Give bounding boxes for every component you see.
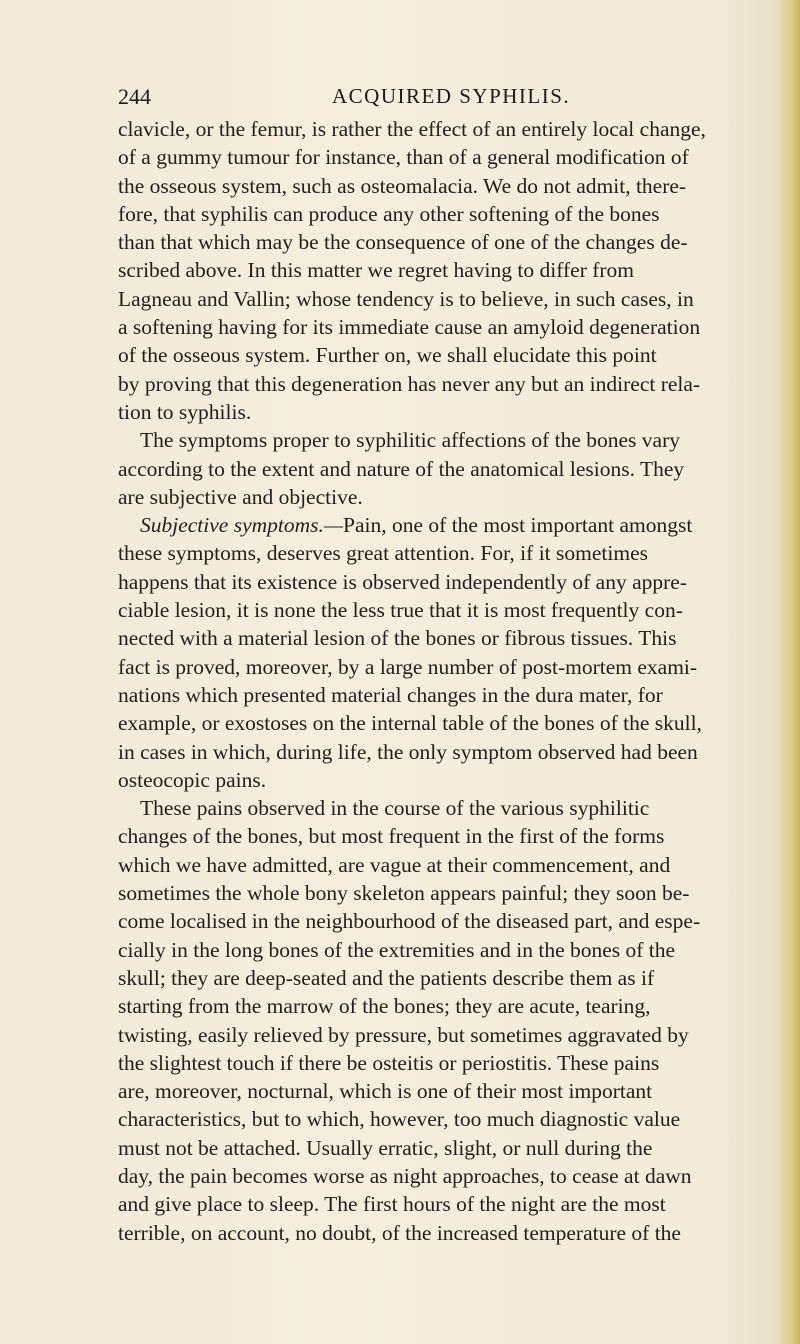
text-line: sometimes the whole bony skeleton appears painful; they soon be- (118, 881, 690, 906)
text-line: day, the pain becomes worse as night approaches, to cease at dawn (118, 1163, 692, 1188)
text-line: these symptoms, deserves great attention. For, if it sometimes (118, 541, 648, 566)
text-line-with-subheading (118, 511, 790, 539)
text-line: according to the extent and nature of the anatomical lesions. They (118, 456, 685, 481)
text-line: clavicle, or the femur, is rather the effect of an entirely local change, (118, 117, 706, 141)
text-line: tion to syphilis. (118, 399, 252, 424)
text-line: happens that its existence is observed independently of any appre- (118, 569, 687, 594)
page-number: 244 (118, 84, 151, 109)
text-line: skull; they are deep-seated and the patients describe them as if (118, 965, 655, 990)
text-line: a softening having for its immediate cause an amyloid degeneration (118, 315, 701, 340)
italic-subheading: Subjective symptoms.— (140, 513, 344, 538)
text-line: of a gummy tumour for instance, than of a general modification of (118, 145, 689, 170)
text-line: starting from the marrow of the bones; they are acute, tearing, (118, 994, 651, 1019)
text-line: twisting, easily relieved by pressure, but sometimes aggravated by (118, 1022, 689, 1047)
text-line: changes of the bones, but most frequent in the first of the forms (118, 824, 665, 849)
text-line: scribed above. In this matter we regret having to differ from (118, 258, 635, 283)
text-line: example, or exostoses on the internal table of the bones of the skull, (118, 711, 702, 736)
text-line: are, moreover, nocturnal, which is one of their most important (118, 1079, 653, 1104)
text-line: fact is proved, moreover, by a large number of post-mortem exami- (118, 654, 698, 679)
text-line: than that which may be the consequence of one of the changes de- (118, 230, 688, 255)
text-line: characteristics, but to which, however, too much diagnostic value (118, 1107, 681, 1132)
text-line: are subjective and objective. (118, 484, 363, 509)
text-line: The symptoms proper to syphilitic affections of the bones vary (140, 428, 680, 453)
text-line: cially in the long bones of the extremities and in the bones of the (118, 937, 676, 962)
text-line: which we have admitted, are vague at their commencement, and (118, 852, 671, 877)
text-line: osteocopic pains. (118, 767, 267, 792)
text-line: the slightest touch if there be osteitis or periostitis. These pains (118, 1050, 660, 1075)
page-header (118, 84, 672, 114)
text-line: of the osseous system. Further on, we shall elucidate this point (118, 343, 657, 368)
text-line: in cases in which, during life, the only symptom observed had been (118, 739, 698, 764)
text-line: Pain, one of the most important amongst (343, 513, 693, 538)
text-line: by proving that this degeneration has never any but an indirect rela- (118, 371, 701, 396)
text-line: terrible, on account, no doubt, of the increased temperature of the (118, 1220, 681, 1245)
text-line: come localised in the neighbourhood of the diseased part, and espe- (118, 909, 701, 934)
text-line: and give place to sleep. The first hours of the night are the most (118, 1192, 666, 1217)
text-line: nected with a material lesion of the bones or fibrous tissues. This (118, 626, 677, 651)
running-title: ACQUIRED SYPHILIS. (332, 84, 571, 108)
body-text (118, 115, 790, 1247)
text-line: nations which presented material changes in the dura mater, for (118, 682, 663, 707)
text-line: fore, that syphilis can produce any other softening of the bones (118, 201, 660, 226)
text-line: ciable lesion, it is none the less true that it is most frequently con- (118, 598, 683, 623)
text-line: Lagneau and Vallin; whose tendency is to believe, in such cases, in (118, 286, 694, 311)
text-line: the osseous system, such as osteomalacia. We do not admit, there- (118, 173, 687, 198)
text-line: must not be attached. Usually erratic, slight, or null during the (118, 1135, 653, 1160)
text-line: These pains observed in the course of the various syphilitic (140, 796, 650, 821)
